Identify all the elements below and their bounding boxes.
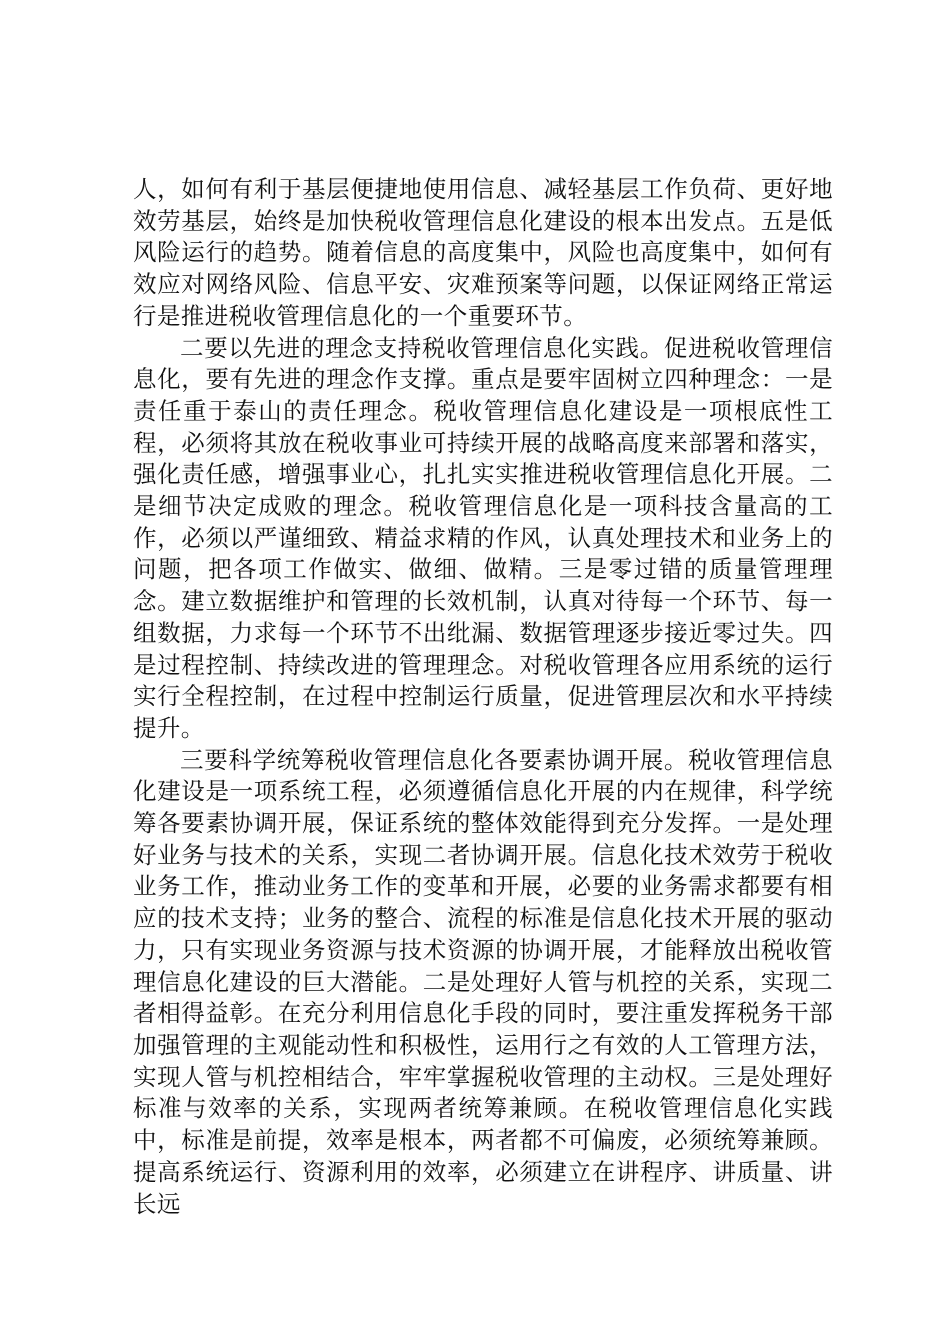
- paragraph-2: 二要以先进的理念支持税收管理信息化实践。促进税收管理信息化，要有先进的理念作支撑。重点是要牢固树立四种理念：一是责任重于泰山的责任理念。税收管理信息化建设是一项根底性工程，必须将其放在税收事业可持续开展的战略高度来部署和落实，强化责任感，增强事业心，扎扎实实推进税收管理信息化开展。二是细节决定成败的理念。税收管理信息化是一项科技含量高的工作，必须以严谨细致、精益求精的作风，认真处理技术和业务上的问题，把各项工作做实、做细、做精。三是零过错的质量管理理念。建立数据维护和管理的长效机制，认真对待每一个环节、每一组数据，力求每一个环节不出纰漏、数据管理逐步接近零过失。四是过程控制、持续改进的管理理念。对税收管理各应用系统的运行实行全程控制，在过程中控制运行质量，促进管理层次和水平持续提升。: [133, 333, 833, 742]
- paragraph-3: 三要科学统筹税收管理信息化各要素协调开展。税收管理信息化建设是一项系统工程，必须遵循信息化开展的内在规律，科学统筹各要素协调开展，保证系统的整体效能得到充分发挥。一是处理好业务与技术的关系，实现二者协调开展。信息化技术效劳于税收业务工作，推动业务工作的变革和开展，必要的业务需求都要有相应的技术支持；业务的整合、流程的标准是信息化技术开展的驱动力，只有实现业务资源与技术资源的协调开展，才能释放出税收管理信息化建设的巨大潜能。二是处理好人管与机控的关系，实现二者相得益彰。在充分利用信息化手段的同时，要注重发挥税务干部加强管理的主观能动性和积极性，运用行之有效的人工管理方法，实现人管与机控相结合，牢牢掌握税收管理的主动权。三是处理好标准与效率的关系，实现两者统筹兼顾。在税收管理信息化实践中，标准是前提，效率是根本，两者都不可偏废，必须统筹兼顾。提高系统运行、资源利用的效率，必须建立在讲程序、讲质量、讲长远: [133, 745, 833, 1218]
- paragraph-1: 人，如何有利于基层便捷地使用信息、减轻基层工作负荷、更好地效劳基层，始终是加快税收管理信息化建设的根本出发点。五是低风险运行的趋势。随着信息的高度集中，风险也高度集中，如何有效应对网络风险、信息平安、灾难预案等问题，以保证网络正常运行是推进税收管理信息化的一个重要环节。: [133, 175, 833, 330]
- document-body: [133, 174, 833, 1220]
